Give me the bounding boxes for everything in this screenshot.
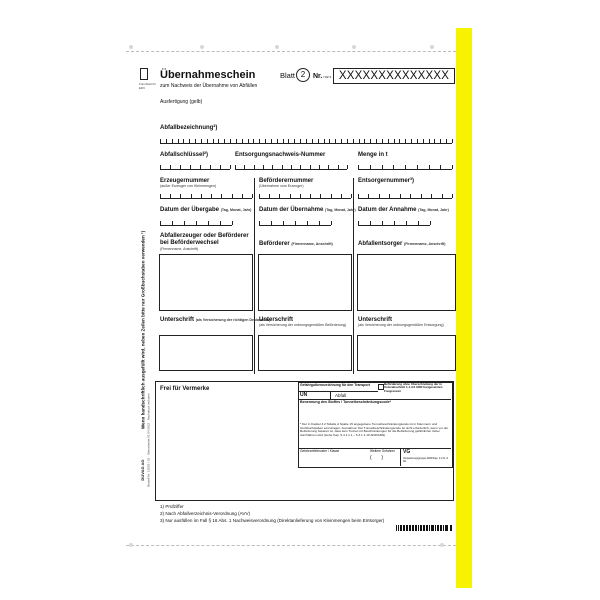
unterschrift-1-box[interactable] [159,335,253,371]
comb-tick [382,139,383,143]
comb-tick [300,165,301,169]
comb-tick [259,221,260,225]
comb-tick [166,139,167,143]
barcode-bar [416,525,417,531]
comb-tick [421,194,422,198]
comb-tick [431,194,432,198]
un-label: UN [300,392,308,398]
benennung-label: Benennung des Stoffes / Tunnelbeschränkungscode* [300,400,391,404]
barcode-bar [435,525,436,531]
comb-tick [364,139,365,143]
perforation-top [126,51,456,52]
comb-tick [180,165,181,169]
comb-tick [265,139,266,143]
comb-tick [160,221,161,225]
entsorgernummer-label: Entsorgernummer³) [358,178,415,184]
comb-tick [279,194,280,198]
comb-tick [160,194,161,198]
unterschrift-2-label: Unterschrift [259,317,294,323]
comb-tick [160,139,161,143]
comb-tick [320,194,321,198]
comb-tick [331,194,332,198]
datum-annahme-field[interactable] [358,219,430,226]
comb-tick [283,221,284,225]
tunnel-footnote: * Der in Kapitel 3.2 Tabelle A Spalte 15 angegebene Tunnelbeschränkungscode ist in Klammern und Großbuchstaben einzutragen. Ausnahme: Der Tunnelbeschränkungscode ist nicht erforderlich, wenn vor der Beförderung bekannt ist, dass kein Tunnel mit Beschränkungen für die Beförderung gefährlicher Güter durchfahren wird (siehe Kap. 5.4.1.1.1 – 5.4.1.1.10 ADR/ADN) [300,422,449,437]
punch-hole [200,45,204,49]
punch-hole [430,45,434,49]
comb-tick [295,221,296,225]
comb-tick [351,194,352,198]
comb-tick [388,139,389,143]
footnote-3: 3) Nur ausfüllen im Fall § 16 Abs. 1 Nachweisverordnung (Direktanlieferung von Kleinmengen beim Entsorger) [160,518,385,523]
comb-tick [271,139,272,143]
comb-tick [394,221,395,225]
comb-tick [347,165,348,169]
comb-tick [218,139,219,143]
unterschrift-3-note: (als Versicherung der ordnungsgemäßen Entsorgung) [358,323,444,327]
comb-tick [220,221,221,225]
comb-tick [405,139,406,143]
comb-tick [306,139,307,143]
comb-tick [368,194,369,198]
abfallbezeichnung-field[interactable] [160,137,452,144]
befoerderernummer-note: (Übernahme vom Erzeuger) [259,184,304,188]
entsorgungsnachweis-field[interactable] [235,163,347,170]
comb-tick [201,194,202,198]
comb-tick [446,139,447,143]
unterschrift-1-label: Unterschrift (als Versicherung der richtigen Deklaration) [160,317,271,323]
comb-tick [399,139,400,143]
comb-tick [359,139,360,143]
comb-tick [341,139,342,143]
comb-tick [347,139,348,143]
befoerderer-label: Beförderer (Firmenname, Anschrift) [259,241,333,247]
weitere-gefahren-label: Weitere Gefahren [370,449,396,453]
comb-tick [160,165,161,169]
befoerderernummer-label: Beförderernummer [259,178,314,184]
punch-hole [275,45,279,49]
comb-tick [338,165,339,169]
comb-tick [170,194,171,198]
comb-tick [277,139,278,143]
comb-tick [452,194,453,198]
form-title: Übernahmeschein [160,69,256,81]
comb-tick [235,165,236,169]
comb-tick [263,165,264,169]
datum-uebernahme-field[interactable] [259,219,331,226]
comb-tick [417,165,418,169]
footnote-2: 2) Nach Abfallverzeichnis-Verordnung (AVV) [160,511,251,516]
comb-tick [382,221,383,225]
erzeugernummer-note: (außer Erzeuger von Kleinmengen) [160,184,217,188]
abfallbezeichnung-label: Abfallbezeichnung²) [160,125,218,131]
comb-tick [232,194,233,198]
comb-tick [190,165,191,169]
column-divider [353,178,354,374]
publisher-logo: DUVAG AG [140,459,145,481]
comb-tick [307,221,308,225]
comb-tick [252,194,253,198]
comb-tick [283,139,284,143]
erzeugernummer-label: Erzeugernummer [160,178,210,184]
vg-label: VG [403,449,411,455]
comb-tick [312,139,313,143]
comb-tick [417,139,418,143]
abfallschluessel-label: Abfallschlüssel²) [160,152,209,158]
comb-tick [411,139,412,143]
edv-stamp-label: Formblatt für EDV [139,82,157,90]
comb-tick [318,139,319,143]
comb-tick [358,165,359,169]
comb-tick [394,139,395,143]
comb-tick [418,221,419,225]
unterschrift-2-box[interactable] [258,335,352,371]
comb-tick [172,221,173,225]
firmenname-note: (Firmenname, Anschrift) [160,247,199,251]
erzeuger-address-box[interactable] [159,254,253,311]
barcode-bar [451,525,452,531]
yellow-copy-strip [456,28,472,588]
comb-tick [310,194,311,198]
datum-uebernahme-label: Datum der Übernahme (Tag, Monat, Jahr) [259,207,356,213]
barcode-bar [423,525,424,531]
comb-tick [178,139,179,143]
comb-tick [331,221,332,225]
barcode-bar [404,525,405,531]
barcode-bar [410,525,411,531]
comb-tick [230,165,231,169]
comb-tick [389,194,390,198]
befoerderung-header: Beförderung ohne Überschreitung der in Unterabschnitt 1.1.3.6 ADR festgesetzten Freigrenzen [384,382,443,393]
comb-tick [328,165,329,169]
comb-tick [379,194,380,198]
comb-tick [410,194,411,198]
edv-stamp-box [140,68,148,80]
abfallschluessel-field[interactable] [160,163,230,170]
datum-uebergabe-label: Datum der Übergabe (Tag, Monat, Jahr) [160,207,252,213]
comb-tick [430,221,431,225]
comb-tick [254,165,255,169]
datum-uebergabe-field[interactable] [160,219,232,226]
unterschrift-3-box[interactable] [357,335,456,371]
comb-tick [400,194,401,198]
comb-tick [208,221,209,225]
gefahrgut-header: Gefahrgutkennzeichnung für den Transport [300,383,370,387]
weitere-gefahren-brackets: ( ) [370,455,384,461]
comb-tick [434,139,435,143]
side-note: Wenn handschriftlich ausgefüllt wird, neben Zeilen bitte nur Großbuchstaben verwenden ¹) [140,230,146,430]
abfall-label: Abfall [335,393,347,398]
erzeugernummer-field[interactable] [160,192,252,199]
comb-tick [184,221,185,225]
comb-tick [406,221,407,225]
vg-divider [400,448,401,466]
blatt-label: Blatt [280,71,296,80]
comb-tick [335,139,336,143]
comb-tick [429,139,430,143]
comb-tick [442,194,443,198]
comb-tick [452,165,453,169]
freigrenze-checkbox[interactable] [378,384,384,390]
datum-annahme-label: Datum der Annahme (Tag, Monat, Jahr) [358,207,449,213]
comb-tick [220,165,221,169]
entsorgungsnachweis-label: Entsorgungsnachweis-Nummer [235,152,326,158]
menge-label: Menge in t [358,152,388,158]
barcode-bar [429,525,430,531]
comb-tick [259,194,260,198]
comb-tick [405,165,406,169]
comb-tick [319,165,320,169]
comb-tick [207,139,208,143]
comb-tick [248,139,249,143]
punch-hole [440,543,444,547]
comb-tick [288,139,289,143]
comb-tick [211,194,212,198]
comb-tick [170,165,171,169]
punch-hole [129,45,133,49]
blatt-number: 2 [296,68,310,82]
column-divider [254,178,255,374]
comb-tick [201,139,202,143]
comb-tick [440,165,441,169]
comb-tick [393,165,394,169]
comb-tick [440,139,441,143]
comb-tick [300,194,301,198]
comb-tick [195,139,196,143]
comb-tick [189,139,190,143]
publisher-line: Bestell-Nr. 12503 / 01 · Überarbeitet 01.04.2022 · Nachdruck verboten [146,393,151,487]
comb-tick [180,194,181,198]
comb-tick [423,139,424,143]
comb-tick [236,139,237,143]
comb-tick [232,221,233,225]
comb-tick [353,139,354,143]
comb-tick [370,221,371,225]
comb-tick [290,194,291,198]
punch-hole [129,543,133,547]
comb-tick [376,139,377,143]
comb-tick [370,165,371,169]
comb-tick [213,139,214,143]
form-subtitle: zum Nachweis der Übernahme von Abfällen [160,83,258,89]
comb-tick [259,139,260,143]
comb-tick [172,139,173,143]
comb-tick [271,221,272,225]
barcode-bar [398,525,399,531]
comb-tick [242,194,243,198]
comb-tick [310,165,311,169]
unterschrift-3-label: Unterschrift [358,317,393,323]
comb-tick [244,165,245,169]
comb-tick [210,165,211,169]
vg-note: Verpackungsgruppe ADR/Kap. 2.2 lit. A bis [403,457,448,463]
comb-tick [329,139,330,143]
comb-tick [183,139,184,143]
comb-tick [370,139,371,143]
gefahrgut-rule [298,391,378,392]
entsorger-address-box[interactable] [357,254,456,311]
befoerderer-address-box[interactable] [258,254,352,311]
comb-tick [253,139,254,143]
comb-tick [282,165,283,169]
comb-tick [294,139,295,143]
nr-sub: / FE*1 [323,75,332,79]
unterschrift-2-note: (als Versicherung der ordnungsgemäßen Beförderung) [259,323,347,327]
abfallerzeuger-label: Abfallerzeuger oder Beförderer bei Beförderwechsel [160,233,249,246]
comb-tick [319,221,320,225]
entsorgernummer-field[interactable] [358,192,452,199]
comb-tick [358,194,359,198]
comb-tick [224,139,225,143]
menge-field[interactable] [358,163,452,170]
comb-tick [196,221,197,225]
comb-tick [452,139,453,143]
footnote-1: 1) Prüfziffer [160,504,184,509]
comb-tick [200,165,201,169]
comb-tick [341,194,342,198]
comb-tick [291,165,292,169]
barcode [396,525,452,531]
befoerderernummer-field[interactable] [259,192,351,199]
nr-field[interactable]: XXXXXXXXXXXXXX [333,68,455,84]
gefahrzettel-label: Gefahrzettelmuster / Klasse [300,449,340,453]
perforation-bottom [126,545,456,546]
barcode-bar [441,525,442,531]
comb-tick [269,194,270,198]
punch-hole [352,45,356,49]
copy-label: Ausfertigung (gelb) [160,99,203,105]
barcode-bar [447,525,448,531]
comb-tick [358,221,359,225]
remarks-title: Frei für Vermerke [160,386,210,392]
comb-tick [221,194,222,198]
comb-tick [300,139,301,143]
comb-tick [242,139,243,143]
comb-tick [324,139,325,143]
un-divider [330,391,331,399]
nr-label: Nr. [313,73,323,80]
comb-tick [382,165,383,169]
comb-tick [429,165,430,169]
comb-tick [191,194,192,198]
abfallentsorger-label: Abfallentsorger (Firmenname, Anschrift) [358,241,446,247]
comb-tick [230,139,231,143]
comb-tick [272,165,273,169]
